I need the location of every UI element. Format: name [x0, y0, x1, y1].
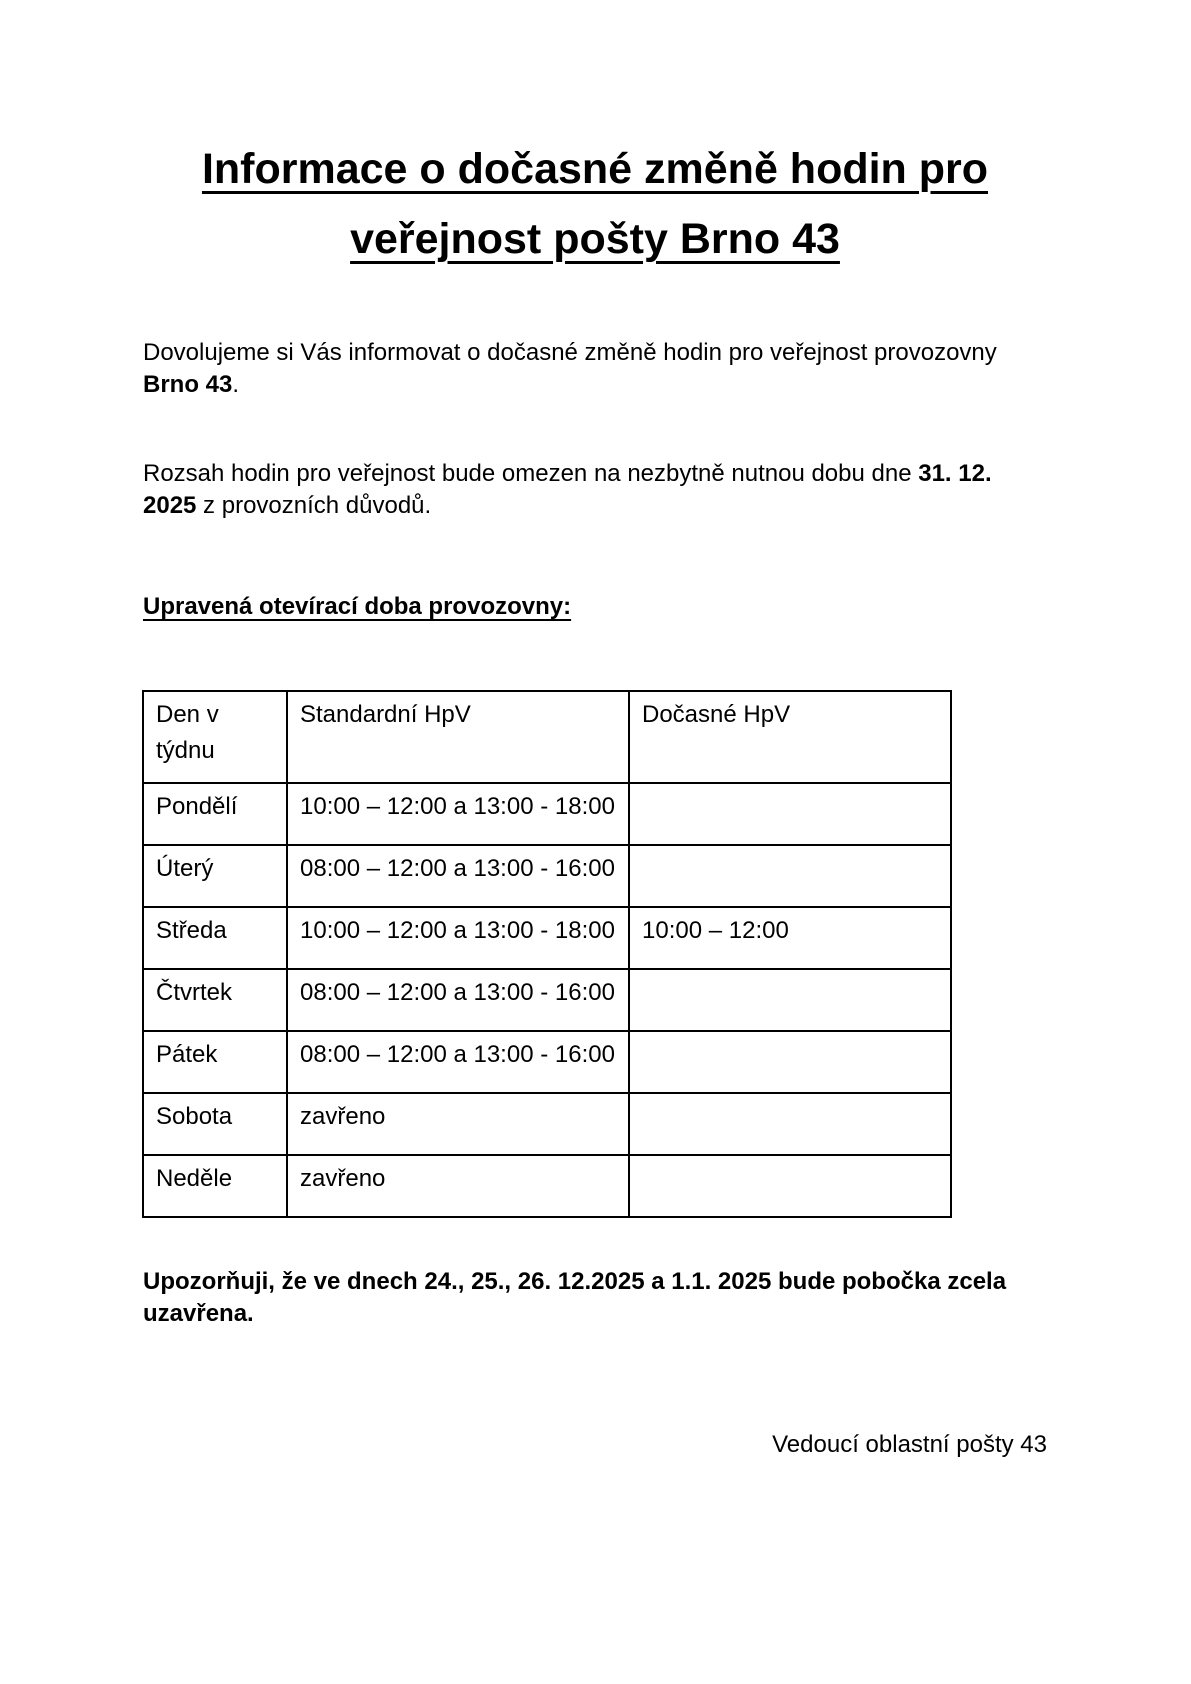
table-row [143, 1155, 951, 1217]
standard-hours-cell: 08:00 – 12:00 a 13:00 - 16:00 [287, 845, 629, 907]
day-cell: Pátek [143, 1031, 287, 1093]
column-header-standard: Standardní HpV [287, 691, 629, 783]
emphasized-text: Upozorňuji, že ve dnech 24., 25., 26. 12.2025 a 1.1. 2025 bude pobočka zcela uzavřena. [143, 1268, 1007, 1327]
standard-hours-cell: 10:00 – 12:00 a 13:00 - 18:00 [287, 907, 629, 969]
standard-hours-cell: zavřeno [287, 1093, 629, 1155]
day-cell: Čtvrtek [143, 969, 287, 1031]
temporary-hours-cell [629, 969, 951, 1031]
table-row [143, 1031, 951, 1093]
table-row [143, 907, 951, 969]
table-row [143, 969, 951, 1031]
temporary-hours-cell [629, 783, 951, 845]
opening-hours-heading: Upravená otevírací doba provozovny: [143, 593, 572, 620]
table-header-row [143, 691, 951, 783]
standard-hours-cell: 10:00 – 12:00 a 13:00 - 18:00 [287, 783, 629, 845]
page-title: Informace o dočasné změně hodin pro veřejnost pošty Brno 43 [201, 145, 989, 263]
scope-paragraph [143, 458, 1047, 522]
table-row [143, 783, 951, 845]
emphasized-text: 31. 12. 2025 [143, 460, 992, 519]
temporary-hours-cell [629, 1155, 951, 1217]
temporary-hours-cell: 10:00 – 12:00 [629, 907, 951, 969]
signature-line: Vedoucí oblastní pošty 43 [772, 1431, 1047, 1458]
text-run: . [232, 371, 240, 398]
intro-paragraph [143, 337, 1047, 401]
emphasized-text: Brno 43 [143, 371, 233, 398]
standard-hours-cell: 08:00 – 12:00 a 13:00 - 16:00 [287, 969, 629, 1031]
column-header-day: Den v týdnu [143, 691, 287, 783]
day-cell: Pondělí [143, 783, 287, 845]
temporary-hours-cell [629, 845, 951, 907]
day-cell: Sobota [143, 1093, 287, 1155]
standard-hours-cell: 08:00 – 12:00 a 13:00 - 16:00 [287, 1031, 629, 1093]
day-cell: Úterý [143, 845, 287, 907]
closure-notice [143, 1266, 1047, 1330]
table-row [143, 845, 951, 907]
text-run: Rozsah hodin pro veřejnost bude omezen na nezbytně nutnou dobu dne [143, 460, 919, 487]
day-cell: Neděle [143, 1155, 287, 1217]
standard-hours-cell: zavřeno [287, 1155, 629, 1217]
temporary-hours-cell [629, 1031, 951, 1093]
text-run: z provozních důvodů. [196, 492, 432, 519]
table-row [143, 1093, 951, 1155]
day-cell: Středa [143, 907, 287, 969]
temporary-hours-cell [629, 1093, 951, 1155]
column-header-temporary: Dočasné HpV [629, 691, 951, 783]
text-run: Dovolujeme si Vás informovat o dočasné změně hodin pro veřejnost provozovny [143, 339, 997, 366]
opening-hours-table [142, 690, 952, 1218]
